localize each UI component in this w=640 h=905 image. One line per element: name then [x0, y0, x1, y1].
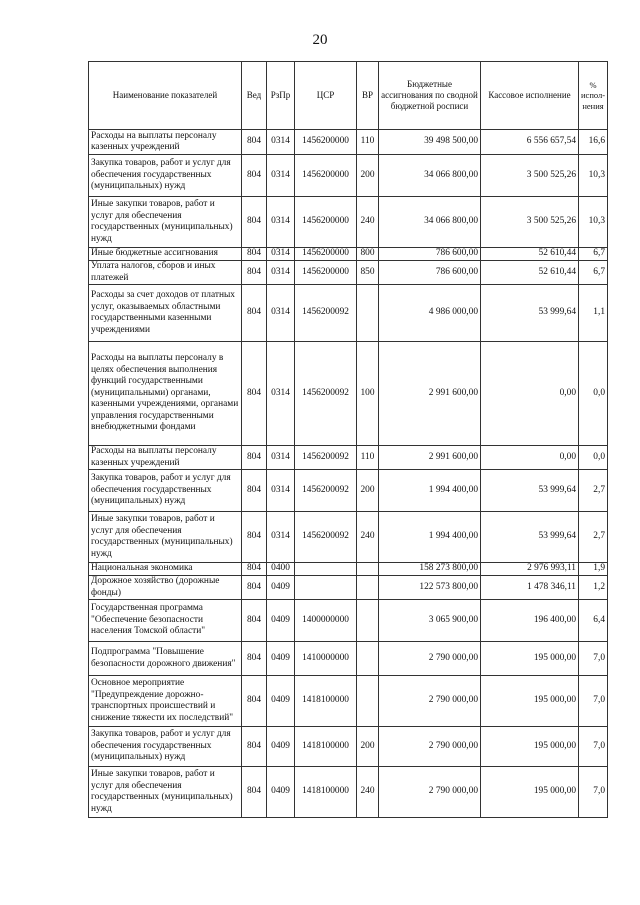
cell-budget: 2 790 000,00: [379, 767, 481, 818]
cell-csr: 1456200000: [295, 155, 357, 197]
table-row: [89, 261, 608, 285]
cell-pct: 7,0: [579, 727, 608, 767]
cell-ved: 804: [242, 342, 267, 446]
cell-pct: 6,4: [579, 600, 608, 642]
cell-vr: [357, 642, 379, 676]
cell-vr: 240: [357, 767, 379, 818]
cell-pct: 1,2: [579, 576, 608, 600]
cell-vr: 110: [357, 446, 379, 470]
header-vr: ВР: [357, 62, 379, 130]
header-budget: Бюджетные ассигнования по сводной бюджетной росписи: [379, 62, 481, 130]
table-row: [89, 600, 608, 642]
cell-cash: 195 000,00: [481, 767, 579, 818]
cell-name: Закупка товаров, работ и услуг для обеспечения государственных (муниципальных) нужд: [89, 155, 242, 197]
cell-cash: 0,00: [481, 342, 579, 446]
table-row: [89, 155, 608, 197]
table-row: [89, 130, 608, 155]
table-row: [89, 727, 608, 767]
cell-ved: 804: [242, 285, 267, 342]
cell-vr: 200: [357, 155, 379, 197]
cell-budget: 1 994 400,00: [379, 470, 481, 512]
cell-rzpr: 0314: [267, 197, 295, 248]
cell-ved: 804: [242, 563, 267, 576]
header-rzpr: РзПр: [267, 62, 295, 130]
table-row: [89, 512, 608, 563]
cell-pct: 7,0: [579, 676, 608, 727]
table-row: [89, 446, 608, 470]
cell-cash: 196 400,00: [481, 600, 579, 642]
cell-name: Иные закупки товаров, работ и услуг для обеспечения государственных (муниципальных) нужд: [89, 197, 242, 248]
header-csr: ЦСР: [295, 62, 357, 130]
cell-ved: 804: [242, 676, 267, 727]
cell-rzpr: 0314: [267, 155, 295, 197]
cell-budget: 2 790 000,00: [379, 727, 481, 767]
cell-vr: 200: [357, 727, 379, 767]
cell-name: Государственная программа "Обеспечение безопасности населения Томской области": [89, 600, 242, 642]
cell-csr: 1456200092: [295, 285, 357, 342]
cell-cash: 195 000,00: [481, 727, 579, 767]
cell-pct: 1,1: [579, 285, 608, 342]
cell-cash: 195 000,00: [481, 676, 579, 727]
cell-csr: 1410000000: [295, 642, 357, 676]
cell-budget: 2 790 000,00: [379, 642, 481, 676]
cell-budget: 2 991 600,00: [379, 342, 481, 446]
header-name: Наименование показателей: [89, 62, 242, 130]
cell-cash: 53 999,64: [481, 470, 579, 512]
cell-cash: 0,00: [481, 446, 579, 470]
table-row: [89, 642, 608, 676]
cell-cash: 52 610,44: [481, 248, 579, 261]
cell-ved: 804: [242, 130, 267, 155]
cell-name: Иные бюджетные ассигнования: [89, 248, 242, 261]
cell-ved: 804: [242, 767, 267, 818]
budget-execution-table: [88, 61, 608, 818]
cell-cash: 195 000,00: [481, 642, 579, 676]
cell-vr: 240: [357, 512, 379, 563]
page-number: 20: [312, 32, 328, 48]
cell-name: Закупка товаров, работ и услуг для обеспечения государственных (муниципальных) нужд: [89, 727, 242, 767]
cell-pct: 16,6: [579, 130, 608, 155]
cell-pct: 2,7: [579, 512, 608, 563]
cell-csr: 1456200092: [295, 470, 357, 512]
cell-name: Национальная экономика: [89, 563, 242, 576]
table-row: [89, 285, 608, 342]
cell-cash: 2 976 993,11: [481, 563, 579, 576]
cell-ved: 804: [242, 470, 267, 512]
cell-csr: 1456200000: [295, 261, 357, 285]
cell-name: Расходы на выплаты персоналу в целях обеспечения выполнения функций государственными (муниципальными) органами, казенными учреждениями, органами управления государственными внебюджетными фондами: [89, 342, 242, 446]
cell-vr: [357, 600, 379, 642]
cell-budget: 3 065 900,00: [379, 600, 481, 642]
cell-name: Уплата налогов, сборов и иных платежей: [89, 261, 242, 285]
table-row: [89, 676, 608, 727]
cell-vr: 110: [357, 130, 379, 155]
cell-vr: 850: [357, 261, 379, 285]
cell-csr: 1456200000: [295, 248, 357, 261]
cell-ved: 804: [242, 446, 267, 470]
cell-rzpr: 0400: [267, 563, 295, 576]
cell-name: Основное мероприятие "Предупреждение дорожно-транспортных происшествий и снижение тяжести их последствий": [89, 676, 242, 727]
cell-budget: 2 991 600,00: [379, 446, 481, 470]
cell-csr: 1456200000: [295, 130, 357, 155]
cell-pct: 1,9: [579, 563, 608, 576]
cell-ved: 804: [242, 727, 267, 767]
cell-name: Расходы на выплаты персоналу казенных учреждений: [89, 130, 242, 155]
header-ved: Вед: [242, 62, 267, 130]
cell-name: Расходы за счет доходов от платных услуг, оказываемых областными государственными казенными учреждениями: [89, 285, 242, 342]
cell-rzpr: 0409: [267, 576, 295, 600]
cell-ved: 804: [242, 261, 267, 285]
table-body: [89, 130, 608, 818]
cell-csr: [295, 563, 357, 576]
cell-rzpr: 0409: [267, 727, 295, 767]
cell-cash: 52 610,44: [481, 261, 579, 285]
cell-ved: 804: [242, 642, 267, 676]
cell-vr: [357, 576, 379, 600]
cell-pct: 6,7: [579, 261, 608, 285]
cell-budget: 34 066 800,00: [379, 155, 481, 197]
cell-csr: 1456200092: [295, 342, 357, 446]
cell-budget: 4 986 000,00: [379, 285, 481, 342]
cell-vr: [357, 285, 379, 342]
cell-budget: 34 066 800,00: [379, 197, 481, 248]
table-row: [89, 563, 608, 576]
cell-rzpr: 0314: [267, 285, 295, 342]
cell-rzpr: 0409: [267, 676, 295, 727]
cell-rzpr: 0314: [267, 512, 295, 563]
table-header-row: [89, 62, 608, 130]
table-row: [89, 342, 608, 446]
cell-rzpr: 0314: [267, 261, 295, 285]
cell-name: Закупка товаров, работ и услуг для обеспечения государственных (муниципальных) нужд: [89, 470, 242, 512]
cell-rzpr: 0314: [267, 130, 295, 155]
cell-ved: 804: [242, 155, 267, 197]
cell-vr: 800: [357, 248, 379, 261]
table-row: [89, 767, 608, 818]
cell-ved: 804: [242, 248, 267, 261]
cell-pct: 0,0: [579, 446, 608, 470]
cell-cash: 3 500 525,26: [481, 197, 579, 248]
cell-csr: 1418100000: [295, 676, 357, 727]
cell-vr: 240: [357, 197, 379, 248]
cell-rzpr: 0314: [267, 470, 295, 512]
cell-rzpr: 0314: [267, 342, 295, 446]
cell-vr: [357, 563, 379, 576]
cell-pct: 2,7: [579, 470, 608, 512]
cell-pct: 10,3: [579, 197, 608, 248]
cell-rzpr: 0409: [267, 642, 295, 676]
cell-ved: 804: [242, 600, 267, 642]
cell-pct: 0,0: [579, 342, 608, 446]
cell-rzpr: 0314: [267, 446, 295, 470]
cell-ved: 804: [242, 197, 267, 248]
cell-budget: 786 600,00: [379, 261, 481, 285]
cell-budget: 39 498 500,00: [379, 130, 481, 155]
cell-cash: 53 999,64: [481, 512, 579, 563]
cell-csr: 1400000000: [295, 600, 357, 642]
cell-vr: [357, 676, 379, 727]
cell-name: Иные закупки товаров, работ и услуг для обеспечения государственных (муниципальных) нужд: [89, 767, 242, 818]
cell-pct: 7,0: [579, 642, 608, 676]
cell-ved: 804: [242, 512, 267, 563]
cell-csr: 1456200000: [295, 197, 357, 248]
cell-cash: 6 556 657,54: [481, 130, 579, 155]
cell-name: Иные закупки товаров, работ и услуг для обеспечения государственных (муниципальных) нужд: [89, 512, 242, 563]
cell-csr: 1418100000: [295, 727, 357, 767]
cell-ved: 804: [242, 576, 267, 600]
cell-csr: [295, 576, 357, 600]
cell-rzpr: 0409: [267, 767, 295, 818]
table-row: [89, 248, 608, 261]
cell-pct: 10,3: [579, 155, 608, 197]
cell-csr: 1456200092: [295, 512, 357, 563]
table-row: [89, 576, 608, 600]
cell-budget: 2 790 000,00: [379, 676, 481, 727]
table-row: [89, 470, 608, 512]
header-pct: % испол- нения: [579, 62, 608, 130]
cell-cash: 3 500 525,26: [481, 155, 579, 197]
cell-rzpr: 0409: [267, 600, 295, 642]
cell-pct: 7,0: [579, 767, 608, 818]
cell-vr: 100: [357, 342, 379, 446]
cell-csr: 1418100000: [295, 767, 357, 818]
cell-name: Подпрограмма "Повышение безопасности дорожного движения": [89, 642, 242, 676]
cell-csr: 1456200092: [295, 446, 357, 470]
cell-budget: 158 273 800,00: [379, 563, 481, 576]
table-row: [89, 197, 608, 248]
cell-budget: 786 600,00: [379, 248, 481, 261]
cell-budget: 1 994 400,00: [379, 512, 481, 563]
cell-name: Дорожное хозяйство (дорожные фонды): [89, 576, 242, 600]
cell-cash: 53 999,64: [481, 285, 579, 342]
header-cash: Кассовое исполнение: [481, 62, 579, 130]
cell-vr: 200: [357, 470, 379, 512]
cell-rzpr: 0314: [267, 248, 295, 261]
cell-budget: 122 573 800,00: [379, 576, 481, 600]
cell-name: Расходы на выплаты персоналу казенных учреждений: [89, 446, 242, 470]
cell-pct: 6,7: [579, 248, 608, 261]
cell-cash: 1 478 346,11: [481, 576, 579, 600]
